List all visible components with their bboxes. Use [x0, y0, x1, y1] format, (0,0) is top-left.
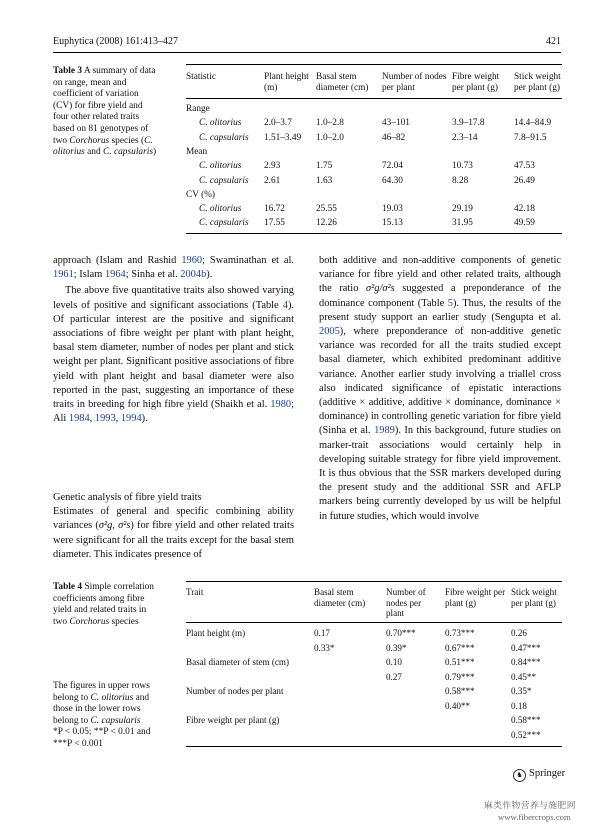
table3-cell: 1.51–3.49: [264, 132, 302, 143]
table4-cell: 0.47***: [511, 642, 541, 653]
table3-species: C. capsularis: [199, 132, 249, 143]
table3-cell: 2.3–14: [452, 132, 478, 143]
table4-cell: 0.27: [386, 671, 402, 682]
table4-trait: Basal diameter of stem (cm): [186, 657, 290, 667]
table3-cell: 3.9–17.8: [452, 118, 485, 129]
table3-cell: 2.61: [264, 175, 281, 186]
table3-col-stick: Stick weight per plant (g): [514, 72, 561, 93]
citation-link[interactable]: 1960: [181, 255, 203, 266]
table3-caption: Table 3 A summary of data on range, mean and coefficient of variation (CV) for fibre yield and four other related traits based on 81 genotypes of two Corchorus species (C. olitorius and C. capsularis): [53, 66, 157, 158]
running-header: Euphytica (2008) 161:413–427: [53, 36, 178, 47]
paragraph-gca-sca: Estimates of general and specific combining ability variances (σ²g, σ²s) for fibre yield and other related traits were significant for all the traits except for the basal stem diameter. This indicates presence of: [53, 506, 294, 560]
table4-cell: 0.39*: [386, 642, 407, 653]
table3-species: C. olitorius: [199, 204, 242, 215]
table3-cell: 1.63: [316, 175, 333, 186]
table4-caption: Table 4 Simple correlation coefficients among fibre yield and related traits in two Corchorus species: [53, 582, 154, 627]
table4-cell: 0.33*: [314, 642, 335, 653]
table4-cell: 0.40**: [445, 700, 471, 711]
table3-col-basal-diameter: Basal stem diameter (cm): [316, 72, 369, 93]
table4-col-trait: Trait: [186, 587, 204, 597]
table4-cell: 0.26: [511, 628, 527, 638]
table4-cell: 0.45**: [511, 671, 537, 682]
table4-cell: 0.58***: [445, 686, 475, 696]
table-link[interactable]: 5: [447, 297, 453, 309]
table4-note-rows: The figures in upper rows belong to C. olitorius and those in the lower rows belong to C. capsularis: [53, 681, 150, 726]
table4-col-fibre: Fibre weight per plant (g): [445, 587, 506, 608]
page-number: 421: [546, 36, 561, 47]
springer-logo: ♞ Springer: [513, 768, 565, 782]
table4-cell: 0.58***: [511, 715, 541, 725]
table4: [186, 0, 562, 760]
table3-cell: 64.30: [382, 175, 403, 186]
section-heading: Genetic analysis of fibre yield traits: [53, 492, 202, 503]
table3-cell: 1.0–2.8: [316, 118, 344, 129]
citation-link[interactable]: 2005: [319, 326, 340, 338]
ratio-symbol: σ²g/σ²s: [366, 283, 395, 295]
table3-cell: 47.53: [514, 161, 535, 172]
table3-cell: 8.28: [452, 175, 469, 186]
table4-note-significance: *P < 0.05; **P < 0.01 and ***P < 0.001: [53, 727, 151, 749]
table3-col-statistic: Statistic: [186, 72, 216, 82]
table4-cell: 0.84***: [511, 657, 541, 667]
table4-cell: 0.51***: [445, 657, 475, 667]
table3-species: C. capsularis: [199, 175, 249, 186]
table3-cell: 31.95: [452, 218, 473, 229]
table3-cell: 12.26: [316, 218, 337, 229]
table4-cell: 0.73***: [445, 628, 475, 638]
citation-link[interactable]: 1989: [374, 425, 395, 437]
springer-horse-icon: ♞: [513, 769, 526, 782]
table4-trait: Number of nodes per plant: [186, 686, 284, 696]
table3-cell: 46–82: [382, 132, 406, 143]
table3-cell: 29.19: [452, 204, 473, 215]
table3-group-label: Range: [186, 104, 210, 114]
table4-cell: 0.17: [314, 628, 330, 638]
table3-group-label: Mean: [186, 146, 208, 157]
table4-header-rule: [186, 622, 562, 623]
table4-cell: 0.52***: [511, 729, 541, 740]
table3-cell: 72.04: [382, 161, 403, 172]
table4-col-stick: Stick weight per plant (g): [511, 587, 557, 608]
variance-symbol: σ²g, σ²s: [98, 520, 131, 532]
table4-cell: 0.67***: [445, 642, 475, 653]
table4-bottom-rule: [186, 746, 562, 747]
table3-cell: 42.18: [514, 204, 535, 215]
table3-cell: 7.8–91.5: [514, 132, 547, 143]
table3-label: Table 3: [53, 66, 83, 76]
table4-trait: Fibre weight per plant (g): [186, 715, 280, 725]
citation-link[interactable]: 1980: [270, 399, 292, 411]
citation-link[interactable]: 1993: [94, 413, 116, 425]
citation-link[interactable]: 1964: [104, 269, 126, 281]
table3-caption-text: A summary of data on range, mean and coefficient of variation (CV) for fibre yield and four other related traits based on 81 genotypes of two: [53, 66, 156, 146]
citation-link[interactable]: 1984: [68, 413, 90, 425]
table3-cell: 2.93: [264, 161, 281, 172]
table4-label: Table 4: [53, 582, 83, 592]
table3-cell: 49.59: [514, 218, 535, 229]
table3-cell: 14.4–84.9: [514, 118, 552, 129]
table4-col-basal: Basal stem diameter (cm): [314, 587, 366, 608]
table4-col-nodes: Number of nodes per plant: [386, 587, 426, 619]
table3-cell: 10.73: [452, 161, 473, 172]
table3-species: C. olitorius: [199, 161, 242, 172]
table-link[interactable]: 4: [282, 299, 288, 311]
table3-cell: 43–101: [382, 118, 410, 129]
table3-col-fibre: Fibre weight per plant (g): [452, 72, 500, 93]
table3-cell: 15.13: [382, 218, 403, 229]
citation-link[interactable]: 2004b: [180, 269, 207, 281]
watermark-chinese: 麻类作物营养与施肥网: [484, 800, 576, 810]
table3-cell: 25.55: [316, 204, 337, 215]
table3-cell: 17.55: [264, 218, 285, 229]
table3-cell: 1.75: [316, 161, 333, 172]
table3-cell: 16.72: [264, 204, 285, 215]
table4-cell: 0.35*: [511, 686, 532, 696]
paragraph-additive: both additive and non-additive components of genetic variance for fibre yield and other related traits, although the ratio σ²g/σ²s suggested a preponderance of the dominance component (Table 5). Thus, the results of the present study support an earlier study (Sengupta et al. 2005), where preponderance of non-additive genetic variance was recorded for all the traits studied except basal diameter, which exhibited predominant additive variance. Another earlier study involving a triallel cross also indicated significance of epistatic interactions (additive × additive, additive × dominance, dominance × dominance) in controlling genetic variation for fibre yield (Sinha et al. 1989). In this background, future studies on marker-trait associations would certainly help in developing suitable strategy for fibre yield improvement. It is thus obvious that the SSR markers developed during the present study and the additional SSR and AFLP markers being currently developed by us will be helpful in future studies, which would involve: [319, 255, 561, 522]
watermark-url: www.fibercrops.com: [498, 812, 571, 822]
table3-group-label: CV (%): [186, 189, 216, 200]
paragraph-approach: approach (Islam and Rashid 1960; Swaminathan et al. 1961; Islam 1964; Sinha et al. 2004b).: [53, 255, 294, 281]
table4-trait: Plant height (m): [186, 628, 246, 638]
table4-cell: 0.10: [386, 657, 402, 667]
table3-species: C. olitorius: [199, 118, 242, 129]
table4-cell: 0.79***: [445, 671, 475, 682]
table3-cell: 19.03: [382, 204, 403, 215]
paragraph-associations: The above five quantitative traits also showed varying levels of positive and significant associations (Table 4). Of particular interest are the positive and significant associations of fibre weight per plant with plant height, basal stem diameter, number of nodes per plant and stick weight per plant. Significant positive associations of fibre yield with plant height and basal diameter were also reported in the past, suggesting an importance of these traits in breeding for high fibre yield (Shaikh et al. 1980; Ali 1984, 1993, 1994).: [53, 285, 294, 425]
table4-cell: 0.18: [511, 700, 527, 711]
table3-cell: 1.0–2.0: [316, 132, 344, 143]
table3-cell: 26.49: [514, 175, 535, 186]
table3-col-nodes: Number of nodes per plant: [382, 72, 447, 93]
citation-link[interactable]: 1994: [120, 413, 142, 425]
table4-cell: 0.70***: [386, 628, 416, 638]
table3-species: C. capsularis: [199, 218, 249, 229]
table3-col-plant-height: Plant height (m): [264, 72, 309, 93]
table3-cell: 2.0–3.7: [264, 118, 292, 129]
citation-link[interactable]: 1961: [53, 269, 74, 281]
